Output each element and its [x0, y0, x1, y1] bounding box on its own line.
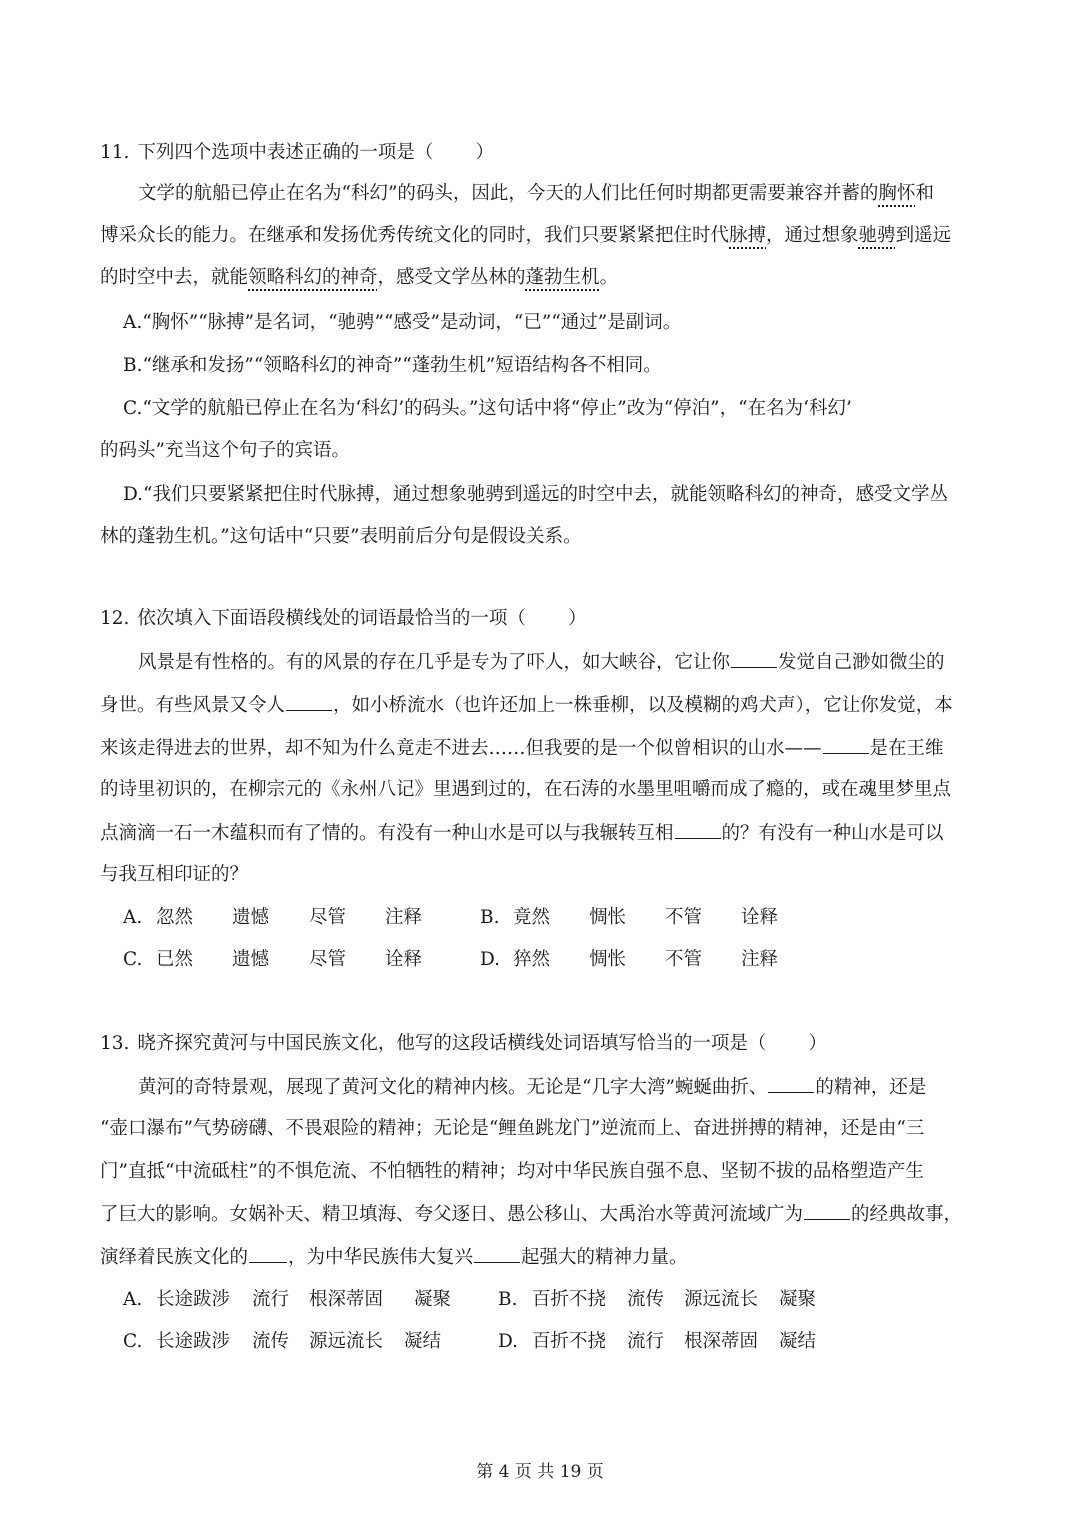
option-word: 尽管	[309, 907, 347, 928]
q12-passage-line-4: 的诗里初识的，在柳宗元的《永州八记》里遇到过的，在石涛的水墨里咀嚼而成了瘾的，或在魂里梦里点	[100, 779, 952, 800]
fill-blank	[823, 735, 869, 754]
q11-text: 。	[599, 267, 619, 288]
q11-text: 文学的航船已停止在名为“科幻”的码头，因此，今天的人们比任何时期都更需要兼容并蓄的	[138, 183, 879, 204]
option-word: 尽管	[309, 949, 347, 970]
q13-passage-line-1	[138, 1074, 926, 1101]
q11-text: 到遥远	[895, 225, 952, 246]
q13-stem-close: ）	[808, 1033, 827, 1054]
option-word: 猝然	[513, 949, 551, 970]
q12-passage-line-1	[138, 649, 945, 676]
option-word: 凝结	[779, 1331, 817, 1352]
q12-passage-line-3	[100, 735, 944, 762]
fill-blank	[675, 820, 721, 839]
option-word: 惆怅	[589, 907, 627, 928]
q12-text: 风景是有性格的。有的风景的存在几乎是专为了吓人，如大峡谷，它让你	[138, 652, 731, 673]
fill-blank	[804, 1201, 850, 1220]
option-label: C.	[123, 949, 143, 970]
option-label: A.	[123, 907, 143, 928]
q11-text: ，通过想象	[766, 225, 859, 246]
option-label: D.	[480, 949, 501, 970]
q11-option-a: A.“胸怀”“脉搏”是名词，“驰骋”“感受”是动词，“已”“通过”是副词。	[123, 312, 682, 333]
option-word: 凝结	[404, 1331, 442, 1352]
option-word: 惆怅	[589, 949, 627, 970]
option-word: 遗憾	[232, 907, 270, 928]
q11-text: 和	[915, 183, 934, 204]
option-word: 诠释	[741, 907, 779, 928]
q12-passage-line-5	[100, 820, 944, 847]
q13-stem-text: 晓齐探究黄河与中国民族文化，他写的这段话横线处词语填写恰当的一项是（	[137, 1033, 767, 1054]
q12-passage-line-6: 与我互相印证的？	[100, 864, 249, 885]
q13-passage-line-4	[100, 1201, 962, 1228]
option-word: 凝聚	[779, 1289, 817, 1310]
q13-text: 的精神，还是	[815, 1077, 927, 1098]
q13-text: 黄河的奇特景观，展现了黄河文化的精神内核。无论是“几字大湾”蜿蜒曲折、	[138, 1077, 768, 1098]
option-word: 根深蒂固	[684, 1331, 759, 1352]
option-word: 长途跋涉	[156, 1331, 231, 1352]
q12-passage-line-2	[100, 692, 953, 719]
q12-stem-close: ）	[567, 608, 587, 629]
q11-option-c-line-2: 的码头”充当这个句子的宾语。	[100, 440, 350, 461]
q12-text: 发觉自己渺如微尘的	[778, 652, 945, 673]
option-word: 已然	[156, 949, 194, 970]
q13-text: ，为中华民族伟大复兴	[288, 1247, 474, 1268]
q13-text: 演绎着民族文化的	[100, 1247, 249, 1268]
q12-text: ，如小桥流水（也许还加上一株垂柳，以及模糊的鸡犬声），它让你发觉，本	[333, 695, 953, 716]
option-word: 遗憾	[232, 949, 270, 970]
option-word: 流传	[252, 1331, 290, 1352]
option-word: 凝聚	[414, 1289, 452, 1310]
q13-passage-line-2: “壶口瀑布”气势磅礴、不畏艰险的精神；无论是“鲤鱼跳龙门”逆流而上、奋进拼搏的精神，还是由“三	[100, 1118, 925, 1139]
q12-text: 的？有没有一种山水是可以	[721, 823, 944, 844]
fill-blank	[474, 1244, 520, 1263]
option-word: 百折不挠	[532, 1289, 607, 1310]
option-label: B.	[480, 907, 500, 928]
page-number-footer: 第 4 页 共 19 页	[476, 1462, 604, 1482]
q11-dotted-word: 胸怀	[878, 183, 916, 204]
q11-stem-close: ）	[475, 142, 494, 163]
option-word: 忽然	[156, 907, 194, 928]
option-word: 不管	[665, 949, 703, 970]
q11-dotted-word: 蓬勃生机	[525, 267, 600, 288]
option-word: 流行	[252, 1289, 290, 1310]
q12-text: 点滴滴一石一木蕴积而有了情的。有没有一种山水是可以与我辗转互相	[100, 823, 674, 844]
q12-text: 是在王维	[869, 738, 944, 759]
fill-blank	[731, 649, 777, 668]
q11-passage-line-2	[100, 223, 951, 249]
option-word: 源远流长	[684, 1289, 759, 1310]
q11-option-b: B.“继承和发扬”“领略科幻的神奇”“蓬勃生机”短语结构各不相同。	[123, 355, 662, 376]
option-word: 诠释	[385, 949, 423, 970]
fill-blank	[286, 692, 332, 711]
q11-text: 博采众长的能力。在继承和发扬优秀传统文化的同时，我们只要紧紧把住时代	[100, 225, 730, 246]
q11-passage-line-1	[138, 181, 934, 207]
q13-text: 起强大的精神力量。	[521, 1247, 688, 1268]
option-label: A.	[123, 1289, 143, 1310]
q11-option-d-line-2: 林的蓬勃生机。”这句话中“只要”表明前后分句是假设关系。	[100, 526, 582, 547]
q12-stem-text: 依次填入下面语段横线处的词语最恰当的一项（	[137, 608, 526, 629]
q12-stem	[100, 606, 586, 632]
option-label: D.	[498, 1331, 519, 1352]
option-label: B.	[498, 1289, 518, 1310]
q11-stem-text: 下列四个选项中表述正确的一项是（	[137, 142, 434, 163]
q12-text: 身世。有些风景又令人	[100, 695, 286, 716]
q13-passage-line-3: 门”直抵“中流砥柱”的不惧危流、不怕牺牲的精神；均对中华民族自强不息、坚韧不拔的品格塑造产生	[100, 1161, 924, 1182]
q11-number: 11.	[100, 142, 130, 163]
q12-text: 来该走得进去的世界，却不知为什么竟走不进去……但我要的是一个似曾相识的山水——	[100, 738, 822, 759]
q11-dotted-word: 脉搏	[729, 225, 767, 246]
option-word: 源远流长	[309, 1331, 384, 1352]
option-word: 竟然	[513, 907, 551, 928]
q11-passage-line-3	[100, 265, 618, 291]
q13-text: 的经典故事，	[851, 1204, 963, 1225]
fill-blank	[768, 1074, 814, 1093]
q11-text: 的时空中去，就能	[100, 267, 249, 288]
option-word: 根深蒂固	[309, 1289, 384, 1310]
q11-dotted-word: 驰骋	[858, 225, 896, 246]
option-word: 注释	[385, 907, 423, 928]
option-word: 流传	[627, 1289, 665, 1310]
fill-blank	[249, 1244, 287, 1263]
option-word: 注释	[741, 949, 779, 970]
q11-stem	[100, 140, 494, 166]
option-word: 流行	[627, 1331, 665, 1352]
option-word: 百折不挠	[532, 1331, 607, 1352]
option-word: 长途跋涉	[156, 1289, 231, 1310]
option-label: C.	[123, 1331, 143, 1352]
q11-option-c-line-1: C.“文学的航船已停止在名为‘科幻’的码头。”这句话中将“停止”改为“停泊”，“在名为‘科幻’	[123, 398, 852, 419]
option-word: 不管	[665, 907, 703, 928]
q13-stem	[100, 1031, 827, 1057]
q12-number: 12.	[100, 608, 130, 629]
q11-option-d-line-1: D.“我们只要紧紧把住时代脉搏，通过想象驰骋到遥远的时空中去，就能领略科幻的神奇，感受文学丛	[123, 484, 949, 505]
q13-number: 13.	[100, 1033, 130, 1054]
q13-text: 了巨大的影响。女娲补天、精卫填海、夸父逐日、愚公移山、大禹治水等黄河流域广为	[100, 1204, 804, 1225]
q11-dotted-word: 领略科幻的神奇	[248, 267, 378, 288]
q13-passage-line-5	[100, 1244, 688, 1271]
q11-text: ，感受文学丛林的	[377, 267, 526, 288]
